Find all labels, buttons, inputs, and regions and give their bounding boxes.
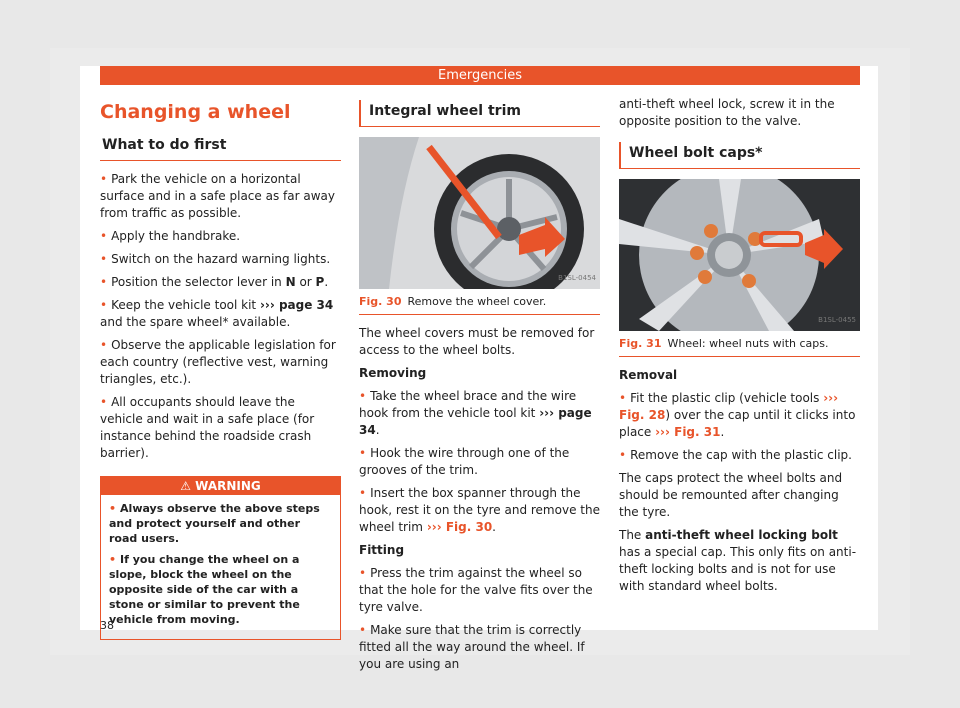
text: The — [619, 528, 646, 542]
paragraph: anti-theft wheel lock, screw it in the opposite position to the valve. — [619, 97, 835, 128]
subheading-removing: Removing — [359, 366, 427, 380]
list-item — [100, 297, 341, 331]
warning-title: ⚠ WARNING — [101, 477, 340, 495]
text: Keep the vehicle tool kit — [111, 298, 260, 312]
text: . — [720, 425, 725, 439]
emphasis-text: anti-theft wheel locking bolt — [645, 528, 838, 542]
text: Position the selector lever in — [111, 275, 286, 289]
list-item: • Observe the applicable legislation for each country (reflective vest, warning triangles, etc.). — [100, 337, 341, 388]
figure-reference-link[interactable]: ››› Fig. 31 — [655, 425, 721, 439]
list-item — [359, 485, 600, 536]
figure-reference-link[interactable]: ››› Fig. 28 — [619, 391, 839, 422]
column-2 — [359, 100, 600, 679]
list-item: • Make sure that the trim is correctly fitted all the way around the wheel. If you are using an — [359, 622, 600, 673]
column-3 — [619, 96, 860, 601]
text: . — [324, 275, 329, 289]
text: Fit the plastic clip (vehicle tools — [630, 391, 824, 405]
text: . — [375, 423, 380, 437]
list-item: • Hook the wire through one of the grooves of the trim. — [359, 445, 600, 479]
list-item: • Switch on the hazard warning lights. — [100, 251, 341, 268]
list-item: • Apply the handbrake. — [100, 228, 341, 245]
text: Insert the box spanner through the hook, rest it on the tyre and remove the wheel trim — [359, 486, 600, 534]
caption-text: Remove the wheel cover. — [407, 295, 547, 308]
figure-code: B1SL-0454 — [558, 274, 596, 282]
text: and the spare wheel* available. — [100, 315, 291, 329]
figure-number: Fig. 31 — [619, 337, 662, 350]
list-item: • All occupants should leave the vehicle and wait in a safe place (for instance behind the roadside crash barrier). — [100, 394, 341, 462]
gear-p: P — [315, 275, 325, 289]
gear-n: N — [285, 275, 296, 289]
wheel-caps-illustration — [619, 179, 860, 331]
figure-caption — [359, 293, 600, 315]
text: has a special cap. This only fits on anti-theft locking bolts and is not for use with standard wheel bolts. — [619, 545, 857, 593]
figure-reference-link[interactable]: ››› Fig. 30 — [426, 520, 493, 534]
heading-box — [359, 100, 600, 127]
paragraph: The wheel covers must be removed for access to the wheel bolts. — [359, 326, 595, 357]
text: or — [295, 275, 316, 289]
figure-code: B1SL-0455 — [818, 316, 856, 324]
list-item: • Remove the cap with the plastic clip. — [619, 447, 860, 464]
page-reference-link[interactable]: ››› page 34 — [259, 298, 334, 312]
section-heading: Integral wheel trim — [369, 103, 521, 119]
page-reference-link[interactable]: ››› page 34 — [359, 406, 592, 437]
subheading-fitting: Fitting — [359, 543, 405, 557]
page-title: Changing a wheel — [100, 101, 291, 123]
figure-number: Fig. 30 — [359, 295, 402, 308]
warning-item: • If you change the wheel on a slope, block the wheel on the opposite side of the car with a stone or similar to prevent the vehicle from moving. — [109, 552, 332, 627]
paragraph — [619, 527, 860, 595]
wheel-trim-illustration — [359, 137, 600, 289]
heading-box — [619, 142, 860, 169]
list-item: • Park the vehicle on a horizontal surface and in a safe place as far away from traffic as possible. — [100, 171, 341, 222]
figure-wheel-trim — [359, 137, 600, 289]
page-number: 38 — [100, 619, 114, 632]
caption-text: Wheel: wheel nuts with caps. — [667, 337, 829, 350]
section-banner: Emergencies — [100, 66, 860, 85]
figure-wheel-caps — [619, 179, 860, 331]
text: ) over the cap until it clicks into place — [619, 408, 856, 439]
list-item: • Press the trim against the wheel so that the hole for the valve fits over the tyre valve. — [359, 565, 600, 616]
subheading-removal: Removal — [619, 368, 678, 382]
figure-caption — [619, 335, 860, 357]
list-item — [359, 388, 600, 439]
column-1 — [100, 100, 341, 640]
paragraph: The caps protect the wheel bolts and should be remounted after changing the tyre. — [619, 471, 843, 519]
warning-box — [100, 476, 341, 640]
text: Take the wheel brace and the wire hook from the vehicle tool kit — [359, 389, 577, 420]
list-item — [619, 390, 860, 441]
list-item — [100, 274, 341, 291]
text: . — [492, 520, 496, 534]
section-subtitle: What to do first — [102, 137, 227, 153]
warning-item: • Always observe the above steps and protect yourself and other road users. — [109, 501, 332, 546]
subtitle-box — [100, 134, 341, 161]
section-heading: Wheel bolt caps* — [629, 145, 763, 161]
